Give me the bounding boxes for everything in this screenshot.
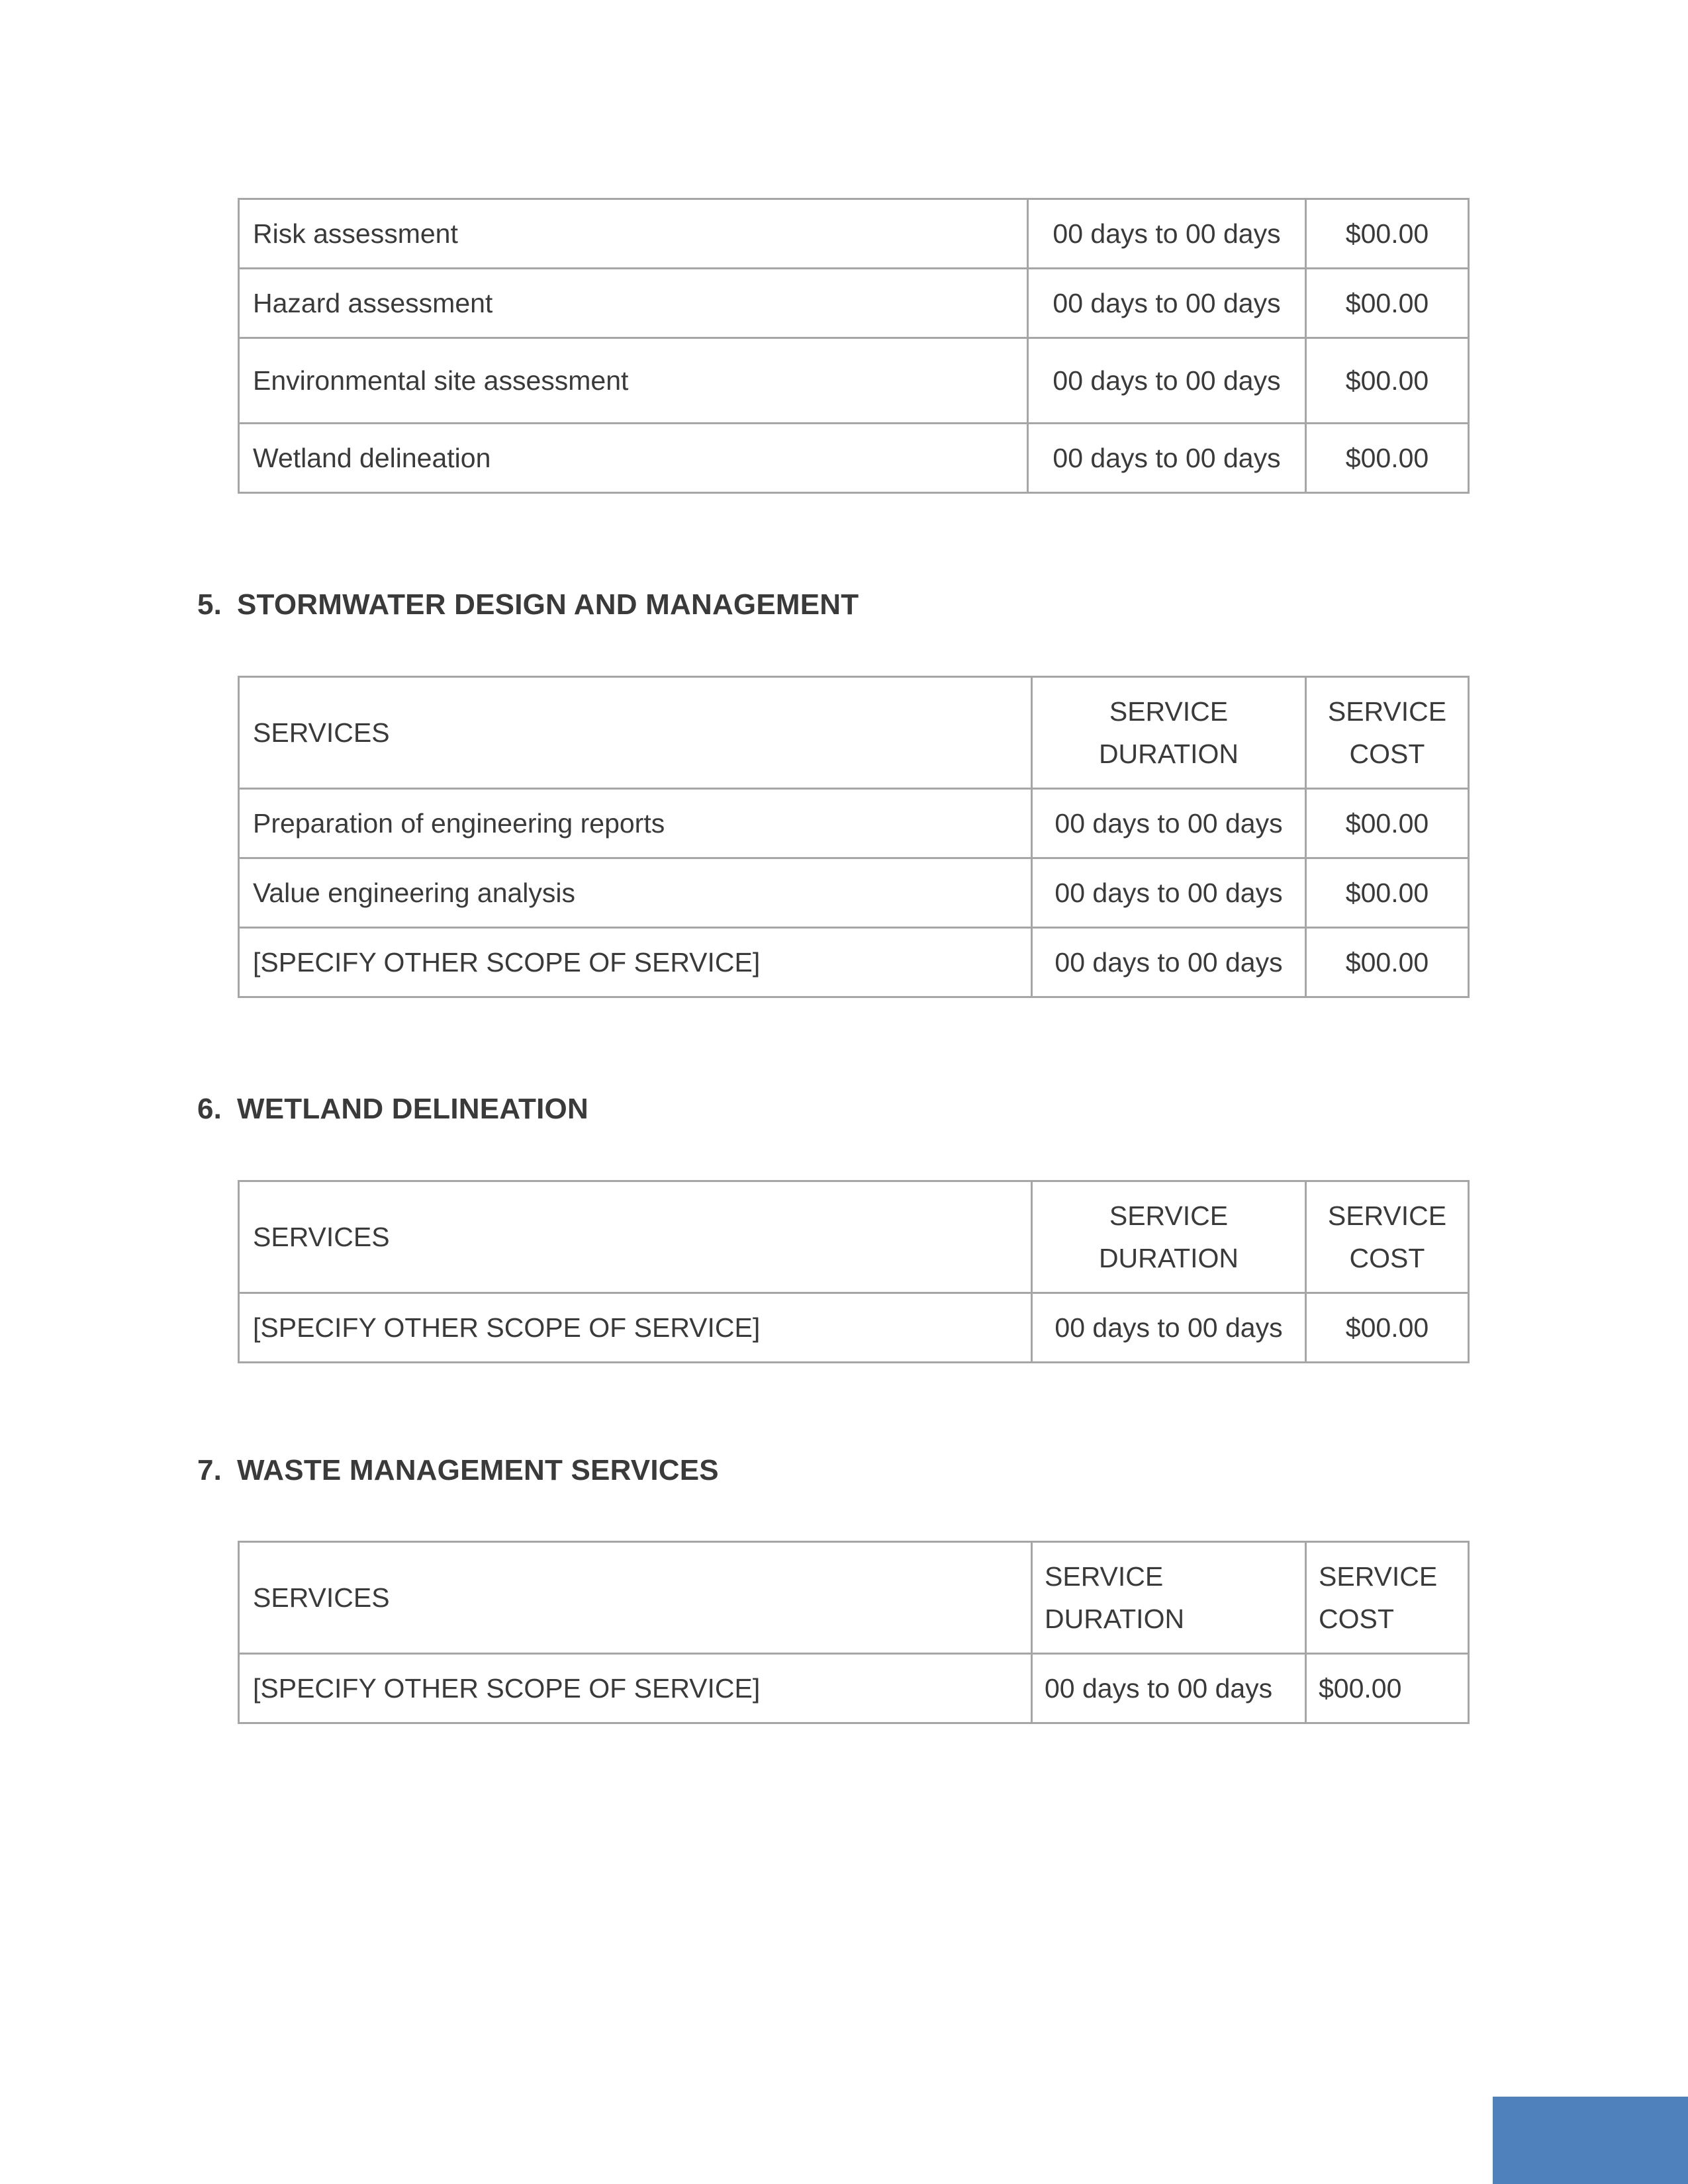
service-cell: [SPECIFY OTHER SCOPE OF SERVICE] — [239, 1654, 1032, 1723]
table-row — [239, 858, 1469, 928]
table-row — [239, 199, 1469, 269]
cost-cell: $00.00 — [1306, 269, 1469, 338]
duration-cell: 00 days to 00 days — [1028, 269, 1306, 338]
service-cell: Wetland delineation — [239, 424, 1028, 493]
service-cell: Preparation of engineering reports — [239, 789, 1032, 858]
duration-header: SERVICE DURATION — [1032, 1181, 1306, 1293]
duration-header: SERVICE DURATION — [1032, 677, 1306, 789]
table-row — [239, 338, 1469, 424]
section-title: WETLAND DELINEATION — [237, 1093, 588, 1125]
table-row — [239, 1293, 1469, 1363]
section-5-heading — [197, 588, 859, 621]
section-number: 6. — [197, 1093, 222, 1125]
cost-cell: $00.00 — [1306, 1654, 1469, 1723]
cost-cell: $00.00 — [1306, 199, 1469, 269]
duration-header: SERVICE DURATION — [1032, 1542, 1306, 1654]
services-header: SERVICES — [239, 1181, 1032, 1293]
cost-cell: $00.00 — [1306, 424, 1469, 493]
table-header-row — [239, 677, 1469, 789]
cost-header-line-2: COST — [1349, 1243, 1425, 1273]
cost-header-line-1: SERVICE — [1319, 1561, 1438, 1592]
cost-cell: $00.00 — [1306, 338, 1469, 424]
services-header: SERVICES — [239, 1542, 1032, 1654]
section-7-heading — [197, 1454, 719, 1487]
cost-header — [1306, 1181, 1469, 1293]
service-cell: Hazard assessment — [239, 269, 1028, 338]
duration-cell: 00 days to 00 days — [1032, 1293, 1306, 1363]
stormwater-services-table — [238, 676, 1470, 998]
cost-cell: $00.00 — [1306, 789, 1469, 858]
table-row — [239, 789, 1469, 858]
duration-cell: 00 days to 00 days — [1032, 789, 1306, 858]
section-6-heading — [197, 1093, 588, 1126]
duration-cell: 00 days to 00 days — [1032, 858, 1306, 928]
section-title: STORMWATER DESIGN AND MANAGEMENT — [237, 588, 859, 621]
table-row — [239, 424, 1469, 493]
services-table-continued — [238, 198, 1470, 494]
service-cell: Environmental site assessment — [239, 338, 1028, 424]
service-cell: Risk assessment — [239, 199, 1028, 269]
table-row — [239, 1654, 1469, 1723]
cost-cell: $00.00 — [1306, 1293, 1469, 1363]
corner-accent-block — [1493, 2097, 1688, 2184]
duration-cell: 00 days to 00 days — [1028, 424, 1306, 493]
cost-header — [1306, 677, 1469, 789]
table-row — [239, 269, 1469, 338]
duration-cell: 00 days to 00 days — [1032, 1654, 1306, 1723]
cost-header — [1306, 1542, 1469, 1654]
cost-cell: $00.00 — [1306, 928, 1469, 997]
cost-header-line-2: COST — [1319, 1604, 1394, 1634]
duration-cell: 00 days to 00 days — [1032, 928, 1306, 997]
section-number: 5. — [197, 588, 222, 621]
section-title: WASTE MANAGEMENT SERVICES — [237, 1454, 719, 1486]
service-cell: [SPECIFY OTHER SCOPE OF SERVICE] — [239, 928, 1032, 997]
table-row — [239, 928, 1469, 997]
service-cell: [SPECIFY OTHER SCOPE OF SERVICE] — [239, 1293, 1032, 1363]
duration-cell: 00 days to 00 days — [1028, 338, 1306, 424]
cost-header-line-1: SERVICE — [1327, 1201, 1447, 1231]
cost-header-line-2: COST — [1349, 739, 1425, 769]
section-number: 7. — [197, 1454, 222, 1486]
duration-cell: 00 days to 00 days — [1028, 199, 1306, 269]
cost-cell: $00.00 — [1306, 858, 1469, 928]
services-header: SERVICES — [239, 677, 1032, 789]
cost-header-line-1: SERVICE — [1327, 696, 1447, 727]
table-header-row — [239, 1542, 1469, 1654]
waste-management-services-table — [238, 1541, 1470, 1724]
service-cell: Value engineering analysis — [239, 858, 1032, 928]
wetland-services-table — [238, 1180, 1470, 1363]
table-header-row — [239, 1181, 1469, 1293]
